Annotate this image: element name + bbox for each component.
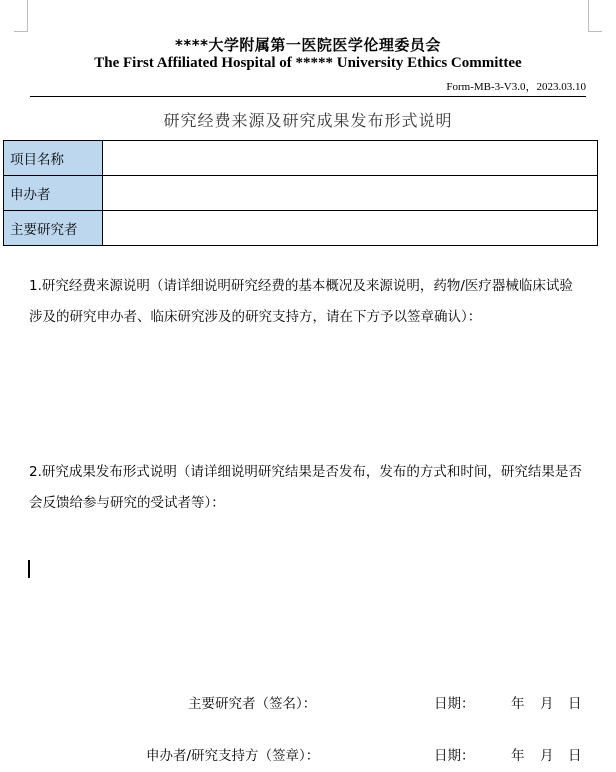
sponsor-label: 申办者 — [4, 176, 103, 211]
funding-source-instruction: 1.研究经费来源说明（请详细说明研究经费的基本概况及来源说明，药物/医疗器械临床试验涉及的研究申办者、临床研究涉及的研究支持方，请在下方予以签章确认）： — [29, 278, 573, 325]
project-name-field[interactable] — [103, 141, 598, 176]
pi-date-year: 年 — [511, 696, 525, 712]
page-corner-mark-left — [14, 0, 28, 32]
form-code: Form-MB-3-V3.0，2023.03.10 — [446, 81, 586, 93]
principal-investigator-field[interactable] — [103, 211, 598, 246]
table-row — [4, 176, 598, 211]
sponsor-date-year: 年 — [511, 748, 525, 764]
sponsor-date-month: 月 — [540, 748, 554, 764]
header-title-english: The First Affiliated Hospital of ***** University Ethics Committee — [94, 55, 522, 71]
principal-investigator-label: 主要研究者 — [4, 211, 103, 246]
pi-date-day: 日 — [568, 696, 582, 712]
sponsor-field[interactable] — [103, 176, 598, 211]
sponsor-date-day: 日 — [568, 748, 582, 764]
page-corner-mark-right — [588, 0, 602, 32]
table-row — [4, 141, 598, 176]
header-divider — [30, 96, 586, 97]
pi-signature-label: 主要研究者（签名）： — [188, 696, 317, 712]
header-title-chinese: ****大学附属第一医院医学伦理委员会 — [175, 36, 441, 54]
project-info-table — [3, 140, 598, 246]
document-title: 研究经费来源及研究成果发布形式说明 — [163, 111, 453, 130]
pi-date-label: 日期： — [434, 696, 475, 712]
sponsor-date-label: 日期： — [434, 748, 475, 764]
publication-form-instruction: 2.研究成果发布形式说明（请详细说明研究结果是否发布，发布的方式和时间，研究结果是否会反馈给参与研究的受试者等）： — [29, 464, 582, 511]
sponsor-seal-label: 申办者/研究支持方（签章）： — [146, 748, 320, 764]
pi-date-month: 月 — [540, 696, 554, 712]
text-cursor[interactable] — [28, 560, 30, 578]
project-name-label: 项目名称 — [4, 141, 103, 176]
table-row — [4, 211, 598, 246]
